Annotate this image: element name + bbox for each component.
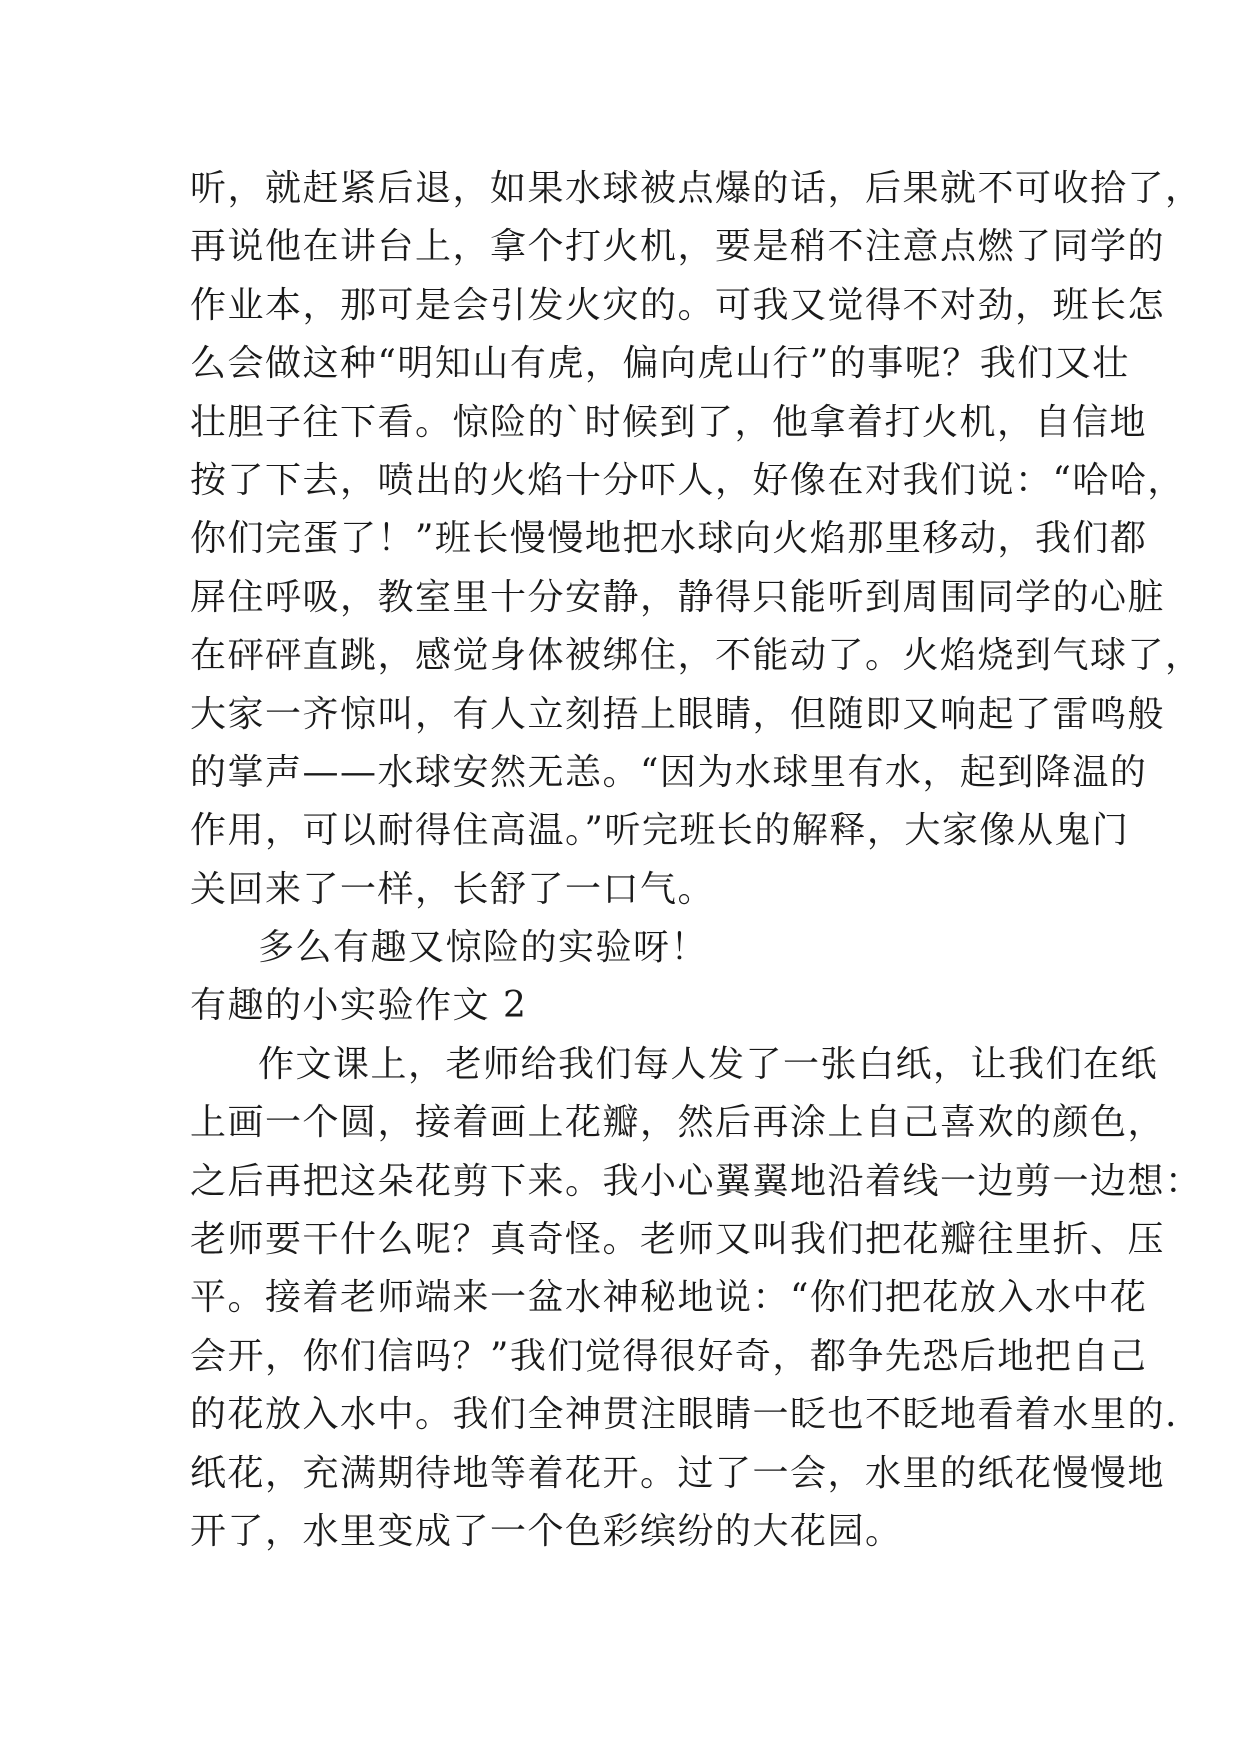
text-line: 按了下去，喷出的火焰十分吓人，好像在对我们说：“哈哈， — [190, 459, 1185, 501]
text-line: 屏住呼吸，教室里十分安静，静得只能听到周围同学的心脏 — [190, 576, 1166, 618]
text-line: 开了，水里变成了一个色彩缤纷的大花园。 — [190, 1510, 903, 1552]
text-line: 多么有趣又惊险的实验呀！ — [258, 927, 709, 969]
text-line: 上画一个圆，接着画上花瓣，然后再涂上自己喜欢的颜色， — [190, 1102, 1166, 1144]
text-line: 壮胆子往下看。惊险的`时候到了，他拿着打火机，自信地 — [190, 401, 1148, 443]
text-line: 你们完蛋了！”班长慢慢地把水球向火焰那里移动，我们都 — [190, 518, 1148, 560]
text-line: 的花放入水中。我们全神贯注眼睛一眨也不眨地看着水里的. — [190, 1394, 1178, 1436]
text-line: 纸花，充满期待地等着花开。过了一会，水里的纸花慢慢地 — [190, 1452, 1166, 1494]
text-line: 在砰砰直跳，感觉身体被绑住，不能动了。火焰烧到气球了， — [190, 635, 1203, 677]
text-line: 关回来了一样，长舒了一口气。 — [190, 868, 716, 910]
text-line: 作文课上，老师给我们每人发了一张白纸，让我们在纸 — [258, 1043, 1159, 1085]
text-line: 的掌声——水球安然无恙。“因为水球里有水，起到降温的 — [190, 751, 1148, 793]
text-line: 再说他在讲台上，拿个打火机，要是稍不注意点燃了同学的 — [190, 226, 1166, 268]
text-line: 么会做这种“明知山有虎，偏向虎山行”的事呢？我们又壮 — [190, 343, 1130, 385]
text-line: 作用，可以耐得住高温。”听完班长的解释，大家像从鬼门 — [190, 810, 1130, 852]
text-line: 听，就赶紧后退，如果水球被点爆的话，后果就不可收拾了， — [190, 168, 1203, 209]
essay-text — [190, 160, 1203, 1561]
text-line: 大家一齐惊叫，有人立刻捂上眼睛，但随即又响起了雷鸣般 — [190, 693, 1166, 735]
text-line: 会开，你们信吗？”我们觉得很好奇，都争先恐后地把自己 — [190, 1335, 1148, 1377]
text-line: 老师要干什么呢？真奇怪。老师又叫我们把花瓣往里折、压 — [190, 1219, 1166, 1261]
text-line: 之后再把这朵花剪下来。我小心翼翼地沿着线一边剪一边想： — [190, 1160, 1203, 1202]
text-line: 平。接着老师端来一盆水神秘地说：“你们把花放入水中花 — [190, 1277, 1148, 1319]
section-heading: 有趣的小实验作文 2 — [190, 985, 528, 1027]
text-line: 作业本，那可是会引发火灾的。可我又觉得不对劲，班长怎 — [190, 284, 1166, 326]
